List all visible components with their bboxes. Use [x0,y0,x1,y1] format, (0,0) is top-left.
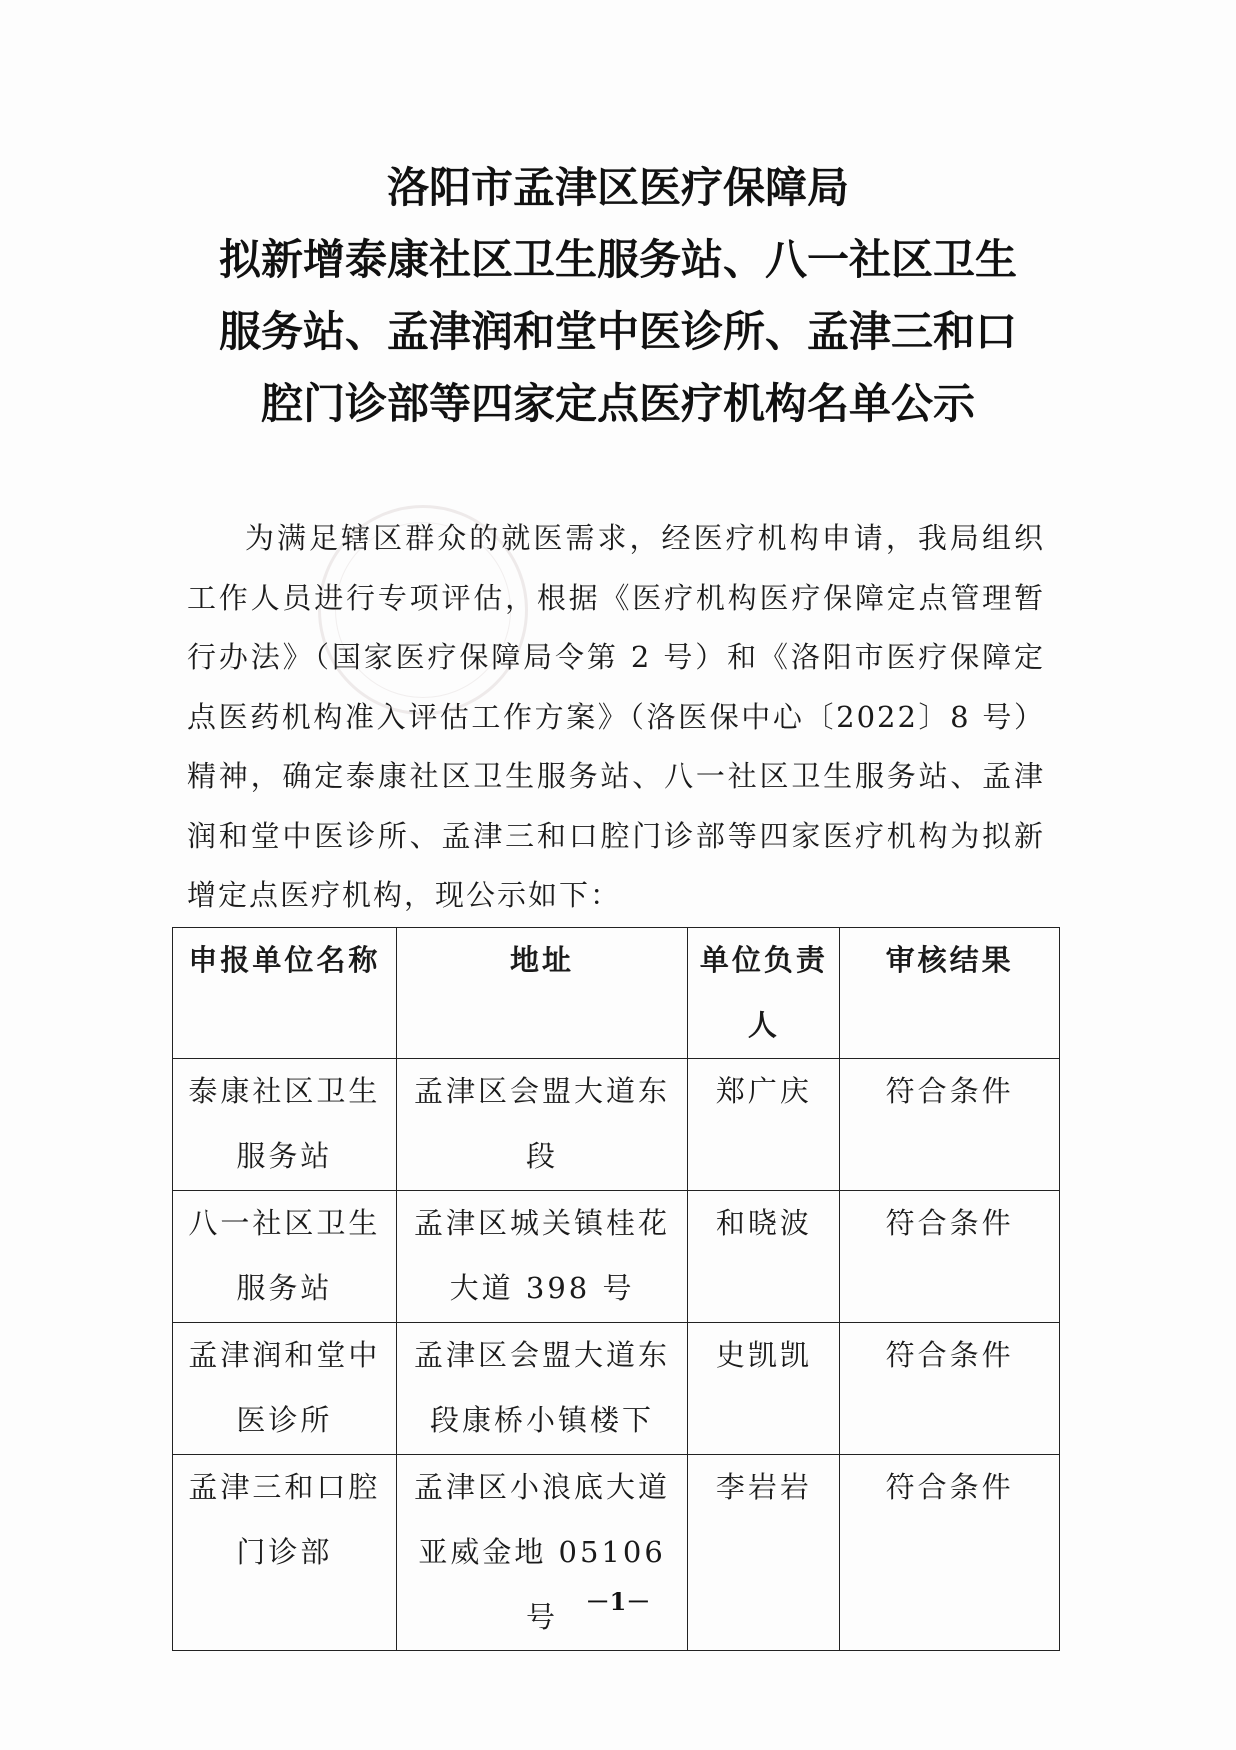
cell-name: 孟津润和堂中医诊所 [173,1323,397,1455]
cell-result: 符合条件 [840,1323,1060,1455]
page-number: －1－ [585,1587,651,1616]
table-row [173,1455,1060,1651]
table-row [173,1323,1060,1455]
cell-name: 孟津三和口腔门诊部 [173,1455,397,1651]
header-name: 申报单位名称 [173,928,397,1059]
title-line-4: 腔门诊部等四家定点医疗机构名单公示 [260,379,975,428]
document-title [150,152,1086,440]
cell-address: 孟津区城关镇桂花大道 398 号 [396,1191,688,1323]
cell-name: 八一社区卫生服务站 [173,1191,397,1323]
institution-table [172,927,1060,1651]
cell-result: 符合条件 [840,1191,1060,1323]
table-row [173,1059,1060,1191]
cell-name: 泰康社区卫生服务站 [173,1059,397,1191]
cell-person: 郑广庆 [688,1059,840,1191]
header-person: 单位负责人 [688,928,840,1059]
cell-result: 符合条件 [840,1455,1060,1651]
header-result: 审核结果 [840,928,1060,1059]
body-paragraph: 为满足辖区群众的就医需求，经医疗机构申请，我局组织工作人员进行专项评估，根据《医疗机构医疗保障定点管理暂行办法》（国家医疗保障局令第 2 号）和《洛阳市医疗保障定点医药机构准入评估工作方案》（洛医保中心〔2022〕8 号）精神，确定泰康社区卫生服务站、八一社区卫生服务站、孟津润和堂中医诊所、孟津三和口腔门诊部等四家医疗机构为拟新增定点医疗机构，现公示如下： [187,521,1045,912]
title-line-3: 服务站、孟津润和堂中医诊所、孟津三和口 [218,307,1017,356]
cell-address: 孟津区会盟大道东段康桥小镇楼下 [396,1323,688,1455]
cell-address: 孟津区小浪底大道亚威金地 05106 号 [396,1455,688,1651]
cell-person: 史凯凯 [688,1323,840,1455]
table-row [173,1191,1060,1323]
cell-person: 李岩岩 [688,1455,840,1651]
table-header-row [173,928,1060,1059]
cell-address: 孟津区会盟大道东段 [396,1059,688,1191]
header-address: 地址 [396,928,688,1059]
title-line-1: 洛阳市孟津区医疗保障局 [386,163,849,212]
cell-person: 和晓波 [688,1191,840,1323]
title-line-2: 拟新增泰康社区卫生服务站、八一社区卫生 [218,235,1017,284]
cell-result: 符合条件 [840,1059,1060,1191]
